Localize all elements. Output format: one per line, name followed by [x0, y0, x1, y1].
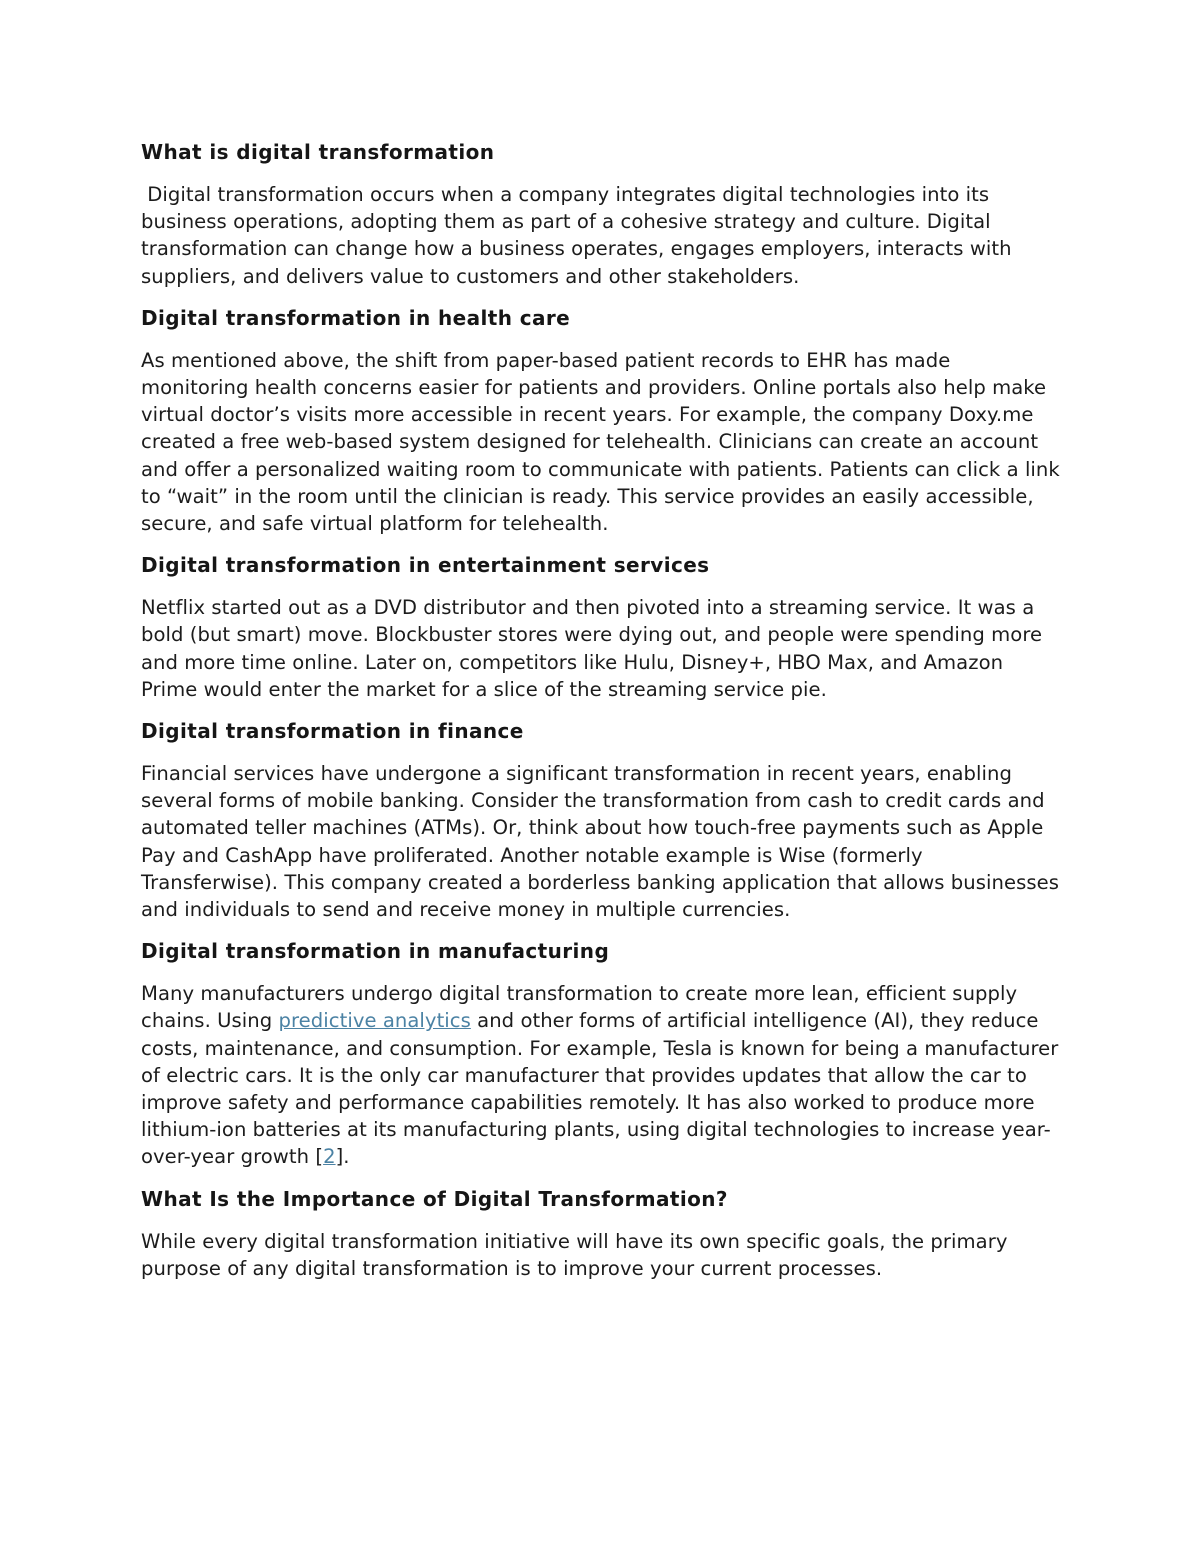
section-health-care	[141, 305, 1061, 537]
section-heading: Digital transformation in entertainment services	[141, 553, 710, 578]
section-importance	[141, 1186, 1061, 1282]
predictive-analytics-link[interactable]: predictive analytics	[278, 1009, 471, 1033]
section-heading: Digital transformation in health care	[141, 305, 571, 330]
section-entertainment	[141, 552, 1061, 703]
section-body	[141, 980, 1061, 1170]
body-text: ].	[335, 1145, 350, 1169]
section-body: While every digital transformation initiative will have its own specific goals, the primary purpose of any digital transformation is to improve your current processes.	[141, 1229, 1008, 1280]
section-finance	[141, 718, 1061, 923]
section-body: Financial services have undergone a significant transformation in recent years, enabling several forms of mobile banking. Consider the transformation from cash to credit cards and automated teller machines (ATMs). Or, think about how touch-free payments such as Apple Pay and CashApp have proliferated. Another notable example is Wise (formerly Transferwise). This company created a borderless banking application that allows businesses and individuals to send and receive money in multiple currencies.	[141, 762, 1059, 922]
section-heading: What Is the Importance of Digital Transformation?	[141, 1186, 728, 1211]
body-text: Many manufacturers undergo digital transformation to create more lean, efficient supply chains. Using	[141, 982, 1018, 1033]
citation-link[interactable]: 2	[323, 1145, 336, 1169]
section-body: Digital transformation occurs when a company integrates digital technologies into its business operations, adopting them as part of a cohesive strategy and culture. Digital transformation can change how a business operates, engages employers, interacts with suppliers, and delivers value to customers and other stakeholders.	[141, 183, 1018, 288]
section-heading: Digital transformation in finance	[141, 719, 524, 744]
section-what-is	[141, 139, 1061, 290]
section-body: As mentioned above, the shift from paper-based patient records to EHR has made monitoring health concerns easier for patients and providers. Online portals also help make virtual doctor’s visits more accessible in recent years. For example, the company Doxy.me created a free web-based system designed for telehealth. Clinicians can create an account and offer a personalized waiting room to communicate with patients. Patients can click a link to “wait” in the room until the clinician is ready. This service provides an easily accessible, secure, and safe virtual platform for telehealth.	[141, 348, 1060, 536]
document-page	[141, 139, 1061, 1297]
section-manufacturing	[141, 938, 1061, 1170]
body-text: and other forms of artificial intelligence (AI), they reduce costs, maintenance, and consumption. For example, Tesla is known for being a manufacturer of electric cars. It is the only car manufacturer that provides updates that allow the car to improve safety and performance capabilities remotely. It has also worked to produce more lithium-ion batteries at its manufacturing plants, using digital technologies to increase year-over-year growth [	[141, 1009, 1059, 1169]
section-body: Netflix started out as a DVD distributor and then pivoted into a streaming service. It was a bold (but smart) move. Blockbuster stores were dying out, and people were spending more and more time online. Later on, competitors like Hulu, Disney+, HBO Max, and Amazon Prime would enter the market for a slice of the streaming service pie.	[141, 596, 1043, 701]
section-heading: What is digital transformation	[141, 140, 495, 164]
section-heading: Digital transformation in manufacturing	[141, 939, 610, 964]
